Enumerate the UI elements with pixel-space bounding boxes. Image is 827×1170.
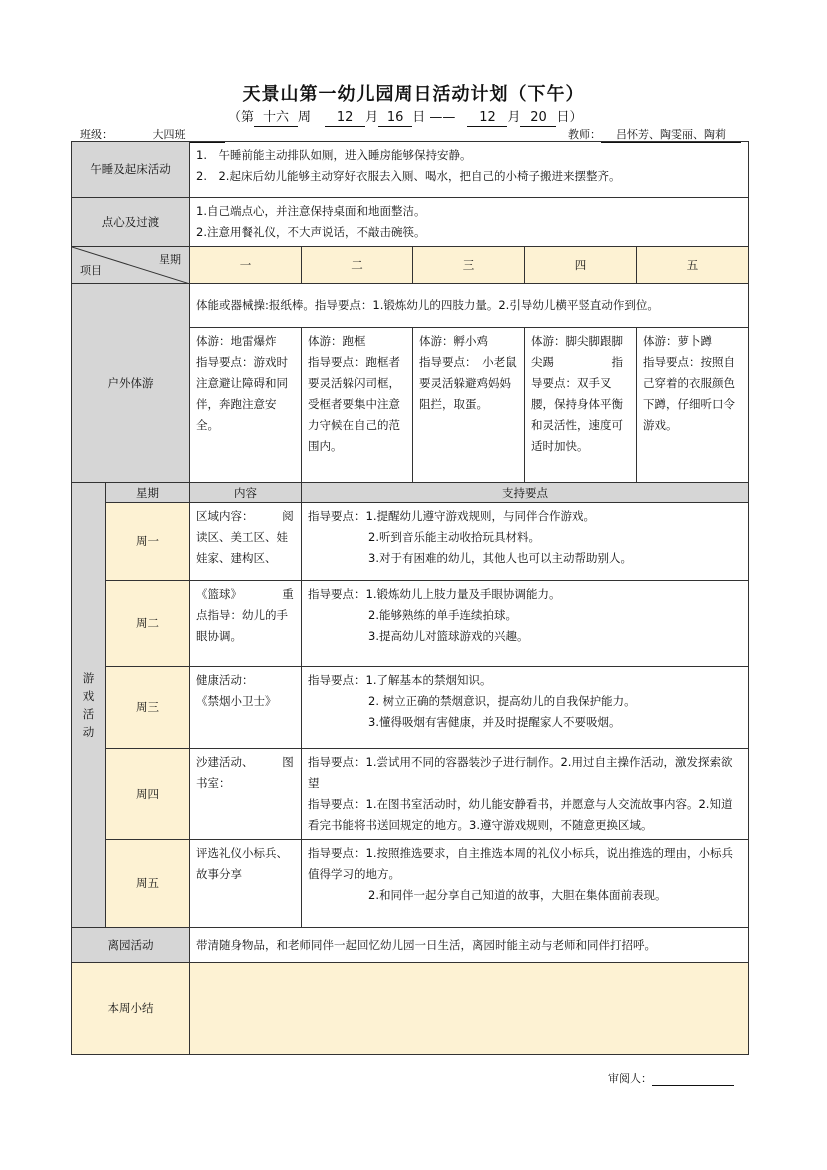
page-title: 天景山第一幼儿园周日活动计划（下午） bbox=[242, 84, 585, 105]
snack-label: 点心及过渡 bbox=[72, 198, 190, 247]
weekday-corner: 星期 项目 bbox=[72, 247, 190, 284]
game-content-mon: 区域内容： 阅读区、美工区、娃娃家、建构区、 bbox=[190, 503, 302, 581]
game-points-thu: 指导要点：1.尝试用不同的容器装沙子进行制作。2.用过自主操作活动，激发探索欲望 指导要点：1.在图书室活动时，幼儿能安静看书，并愿意与人交流故事内容。2.知道看完书能将书送回规定的地方。3.遵守游戏规则，不随意更换区域。 bbox=[302, 749, 749, 840]
day-header-fri: 五 bbox=[637, 247, 749, 284]
summary-label: 本周小结 bbox=[72, 963, 190, 1055]
game-col-day: 星期 bbox=[106, 483, 190, 503]
game-content-thu: 沙建活动、 图书室： bbox=[190, 749, 302, 840]
day-header-wed: 三 bbox=[413, 247, 525, 284]
date-range: （第 十六 周 12 月 16 日 —— 12 月 20 日） bbox=[228, 110, 583, 125]
outdoor-tue: 体游：跑框 指导要点：跑框者要灵活躲闪司框，受框者要集中注意力守候在自己的范围内。 bbox=[302, 328, 413, 483]
game-day-fri: 周五 bbox=[106, 840, 190, 928]
teacher-value: 吕怀芳、陶雯丽、陶莉 bbox=[601, 126, 741, 143]
snack-content: 1.自己端点心，并注意保持桌面和地面整洁。 2.注意用餐礼仪，不大声说话，不敲击碗筷。 bbox=[190, 198, 749, 247]
outdoor-mon: 体游：地雷爆炸 指导要点：游戏时注意避让障碍和同伴，奔跑注意安全。 bbox=[190, 328, 302, 483]
game-content-fri: 评选礼仪小标兵、故事分享 bbox=[190, 840, 302, 928]
day-header-mon: 一 bbox=[190, 247, 302, 284]
end-day: 20 bbox=[520, 110, 556, 127]
game-points-tue: 指导要点：1.锻炼幼儿上肢力量及手眼协调能力。 2.能够熟练的单手连续拍球。 3.提高幼儿对篮球游戏的兴趣。 bbox=[302, 581, 749, 667]
outdoor-fri: 体游：萝卜蹲 指导要点：按照自己穿着的衣服颜色下蹲，仔细听口令游戏。 bbox=[637, 328, 749, 483]
game-content-wed: 健康活动： 《禁烟小卫士》 bbox=[190, 667, 302, 749]
outdoor-label: 户外体游 bbox=[72, 284, 190, 483]
outdoor-thu: 体游：脚尖脚跟脚尖踢 指导要点：双手叉腰，保持身体平衡和灵活性，速度可适时加快。 bbox=[525, 328, 637, 483]
game-day-wed: 周三 bbox=[106, 667, 190, 749]
leave-label: 离园活动 bbox=[72, 928, 190, 963]
teacher-info: 教师： 吕怀芳、陶雯丽、陶莉 bbox=[568, 126, 741, 143]
nap-label: 午睡及起床活动 bbox=[72, 142, 190, 198]
game-day-mon: 周一 bbox=[106, 503, 190, 581]
plan-table bbox=[71, 141, 749, 1055]
week-number: 十六 bbox=[254, 110, 298, 127]
leave-content: 带清随身物品，和老师同伴一起回忆幼儿园一日生活，离园时能主动与老师和同伴打招呼。 bbox=[190, 928, 749, 963]
start-day: 16 bbox=[378, 110, 412, 127]
day-header-thu: 四 bbox=[525, 247, 637, 284]
game-points-wed: 指导要点：1.了解基本的禁烟知识。 2. 树立正确的禁烟意识，提高幼儿的自我保护能力。 3.懂得吸烟有害健康，并及时提醒家人不要吸烟。 bbox=[302, 667, 749, 749]
game-col-content: 内容 bbox=[190, 483, 302, 503]
game-label: 游戏活动 bbox=[72, 483, 106, 928]
game-points-fri: 指导要点：1.按照推选要求，自主推选本周的礼仪小标兵，说出推选的理由，小标兵值得学习的地方。 2.和同伴一起分享自己知道的故事，大胆在集体面前表现。 bbox=[302, 840, 749, 928]
reviewer-signature-line[interactable] bbox=[652, 1073, 734, 1086]
game-content-tue: 《篮球》 重点指导：幼儿的手眼协调。 bbox=[190, 581, 302, 667]
day-header-tue: 二 bbox=[302, 247, 413, 284]
game-points-mon: 指导要点：1.提醒幼儿遵守游戏规则，与同伴合作游戏。 2.听到音乐能主动收拾玩具材料。 3.对于有困难的幼儿，其他人也可以主动帮助别人。 bbox=[302, 503, 749, 581]
game-day-tue: 周二 bbox=[106, 581, 190, 667]
nap-content: 1. 午睡前能主动排队如厕，进入睡房能够保持安静。 2. 2.起床后幼儿能够主动穿好衣服去入厕、喝水，把自己的小椅子搬进来摆整齐。 bbox=[190, 142, 749, 198]
reviewer-field: 审阅人： bbox=[608, 1070, 734, 1086]
end-month: 12 bbox=[467, 110, 507, 127]
game-col-points: 支持要点 bbox=[302, 483, 749, 503]
game-day-thu: 周四 bbox=[106, 749, 190, 840]
class-value: 大四班 bbox=[113, 126, 225, 143]
start-month: 12 bbox=[325, 110, 365, 127]
outdoor-common: 体能或器械操:报纸棒。指导要点：1.锻炼幼儿的四肢力量。2.引导幼儿横平竖直动作到位。 bbox=[190, 284, 749, 328]
summary-content[interactable] bbox=[190, 963, 749, 1055]
class-info: 班级： 大四班 bbox=[80, 126, 225, 143]
outdoor-wed: 体游：孵小鸡 指导要点： 小老鼠要灵活躲避鸡妈妈阻拦，取蛋。 bbox=[413, 328, 525, 483]
